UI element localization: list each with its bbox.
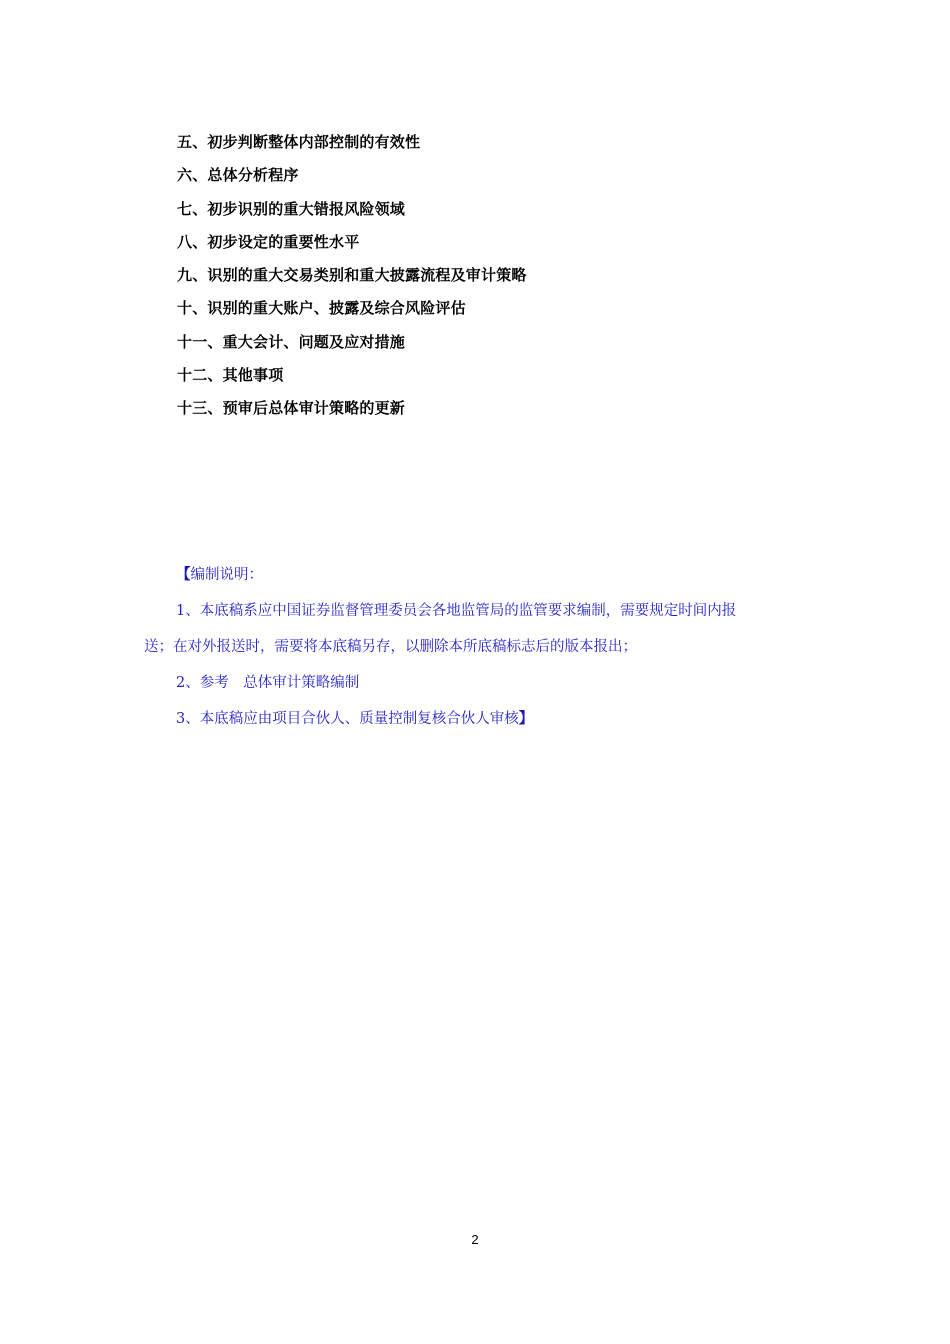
note-item-2: 2、参考 总体审计策略编制: [176, 675, 360, 691]
open-bracket: 【: [176, 567, 191, 583]
toc-item: 十二、其他事项: [177, 366, 284, 385]
note-item-3-text: 3、本底稿应由项目合伙人、质量控制复核合伙人审核: [176, 711, 519, 727]
note-item-1-line-2: 送；在对外报送时，需要将本底稿另存，以删除本所底稿标志后的版本报出；: [144, 639, 637, 655]
close-bracket: 】: [518, 711, 534, 727]
toc-item: 五、初步判断整体内部控制的有效性: [177, 133, 421, 151]
note-item-1-line-1: 1、本底稿系应中国证券监督管理委员会各地监管局的监管要求编制，需要规定时间内报: [176, 603, 737, 619]
notes-heading: [144, 557, 814, 593]
toc-item: 十、识别的重大账户、披露及综合风险评估: [177, 299, 466, 318]
table-of-contents: [177, 126, 527, 426]
toc-item: 六、总体分析程序: [177, 166, 299, 185]
toc-item: 八、初步设定的重要性水平: [177, 232, 360, 251]
note-item-3: [144, 701, 814, 737]
preparation-notes: [144, 557, 814, 737]
toc-item: 十一、重大会计、问题及应对措施: [177, 332, 406, 351]
toc-item: 十三、预审后总体审计策略的更新: [177, 399, 406, 418]
toc-item: 七、初步识别的重大错报风险领域: [177, 199, 406, 218]
page-number: 2: [471, 1232, 479, 1247]
toc-item: 九、识别的重大交易类别和重大披露流程及审计策略: [177, 266, 527, 285]
notes-heading-text: 编制说明：: [190, 567, 263, 583]
